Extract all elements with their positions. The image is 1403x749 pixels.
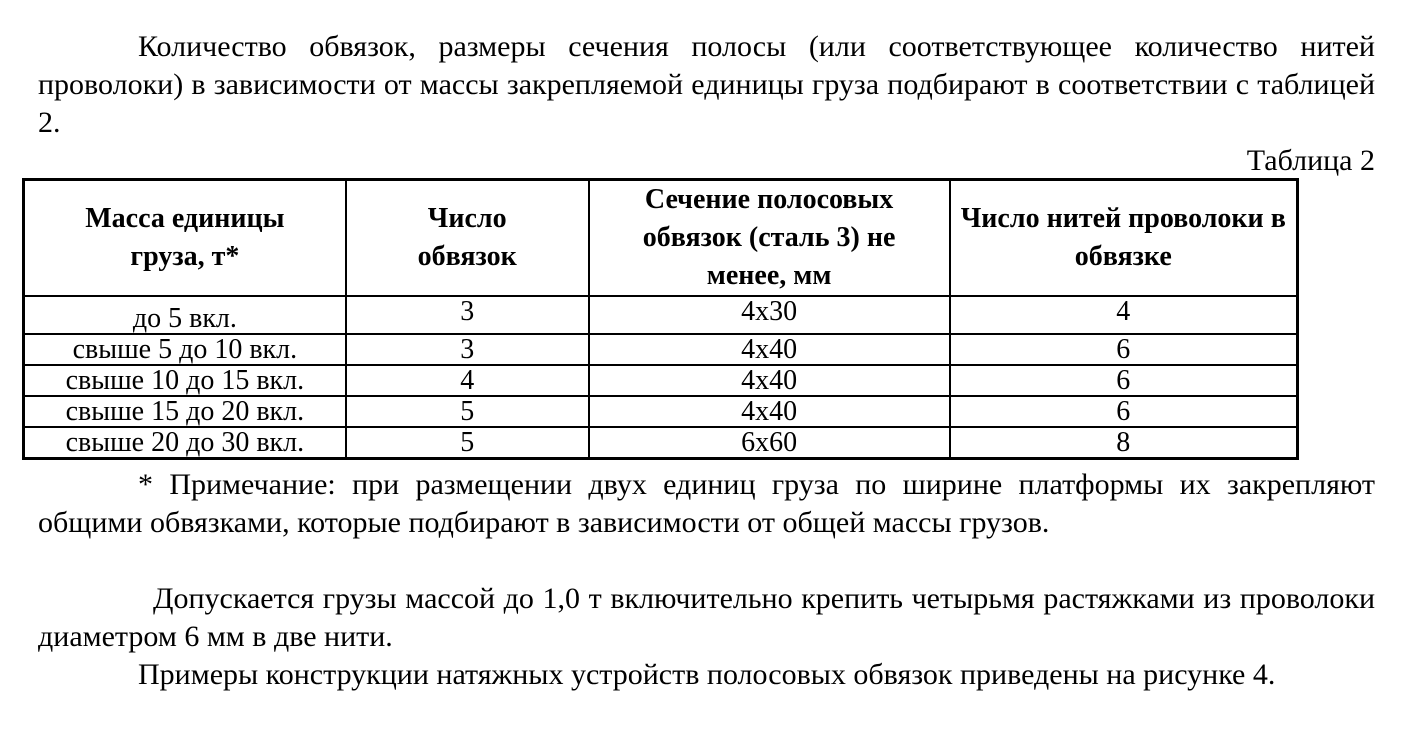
cell-count: 5 xyxy=(346,427,589,459)
table-caption: Таблица 2 xyxy=(1246,144,1375,177)
table-row xyxy=(24,365,1298,396)
intro-paragraph: Количество обвязок, размеры сечения полосы (или соответствующее количество нитей проволоки) в зависимости от массы закрепляемой единицы груза подбирают в соответствии с таблицей 2. xyxy=(38,30,1375,139)
cell-section: 4x30 xyxy=(589,296,950,334)
allowance-paragraph: Допускается грузы массой до 1,0 т включительно крепить четырьмя растяжками из проволоки диаметром 6 мм в две нити. xyxy=(38,582,1375,653)
table-note: * Примечание: при размещении двух единиц груза по ширине платформы их закрепляют общими обвязками, которые подбирают в зависимости от общей массы грузов. xyxy=(38,468,1375,539)
cell-section: 4x40 xyxy=(589,334,950,365)
cell-threads: 8 xyxy=(950,427,1298,459)
cell-section: 6x60 xyxy=(589,427,950,459)
cell-threads: 6 xyxy=(950,334,1298,365)
cell-mass: свыше 15 до 20 вкл. xyxy=(24,396,346,427)
cell-section: 4x40 xyxy=(589,396,950,427)
cell-mass: свыше 10 до 15 вкл. xyxy=(24,365,346,396)
examples-paragraph: Примеры конструкции натяжных устройств полосовых обвязок приведены на рисунке 4. xyxy=(138,658,1276,691)
cell-mass: до 5 вкл. xyxy=(24,296,346,334)
header-threads: Число нитей проволоки в обвязке xyxy=(950,180,1298,297)
table-row xyxy=(24,334,1298,365)
cell-mass: свыше 20 до 30 вкл. xyxy=(24,427,346,459)
cell-threads: 4 xyxy=(950,296,1298,334)
cell-section: 4x40 xyxy=(589,365,950,396)
cell-count: 3 xyxy=(346,296,589,334)
cell-count: 5 xyxy=(346,396,589,427)
header-section: Сечение полосовых обвязок (сталь 3) не менее, мм xyxy=(589,180,950,297)
cell-threads: 6 xyxy=(950,365,1298,396)
cell-threads: 6 xyxy=(950,396,1298,427)
cell-count: 4 xyxy=(346,365,589,396)
binding-table xyxy=(22,178,1299,460)
table-row xyxy=(24,396,1298,427)
cell-mass: свыше 5 до 10 вкл. xyxy=(24,334,346,365)
cell-count: 3 xyxy=(346,334,589,365)
table-row xyxy=(24,296,1298,334)
table-row xyxy=(24,427,1298,459)
header-mass: Масса единицы груза, т* xyxy=(24,180,346,297)
table-header-row xyxy=(24,180,1298,297)
header-count: Число обвязок xyxy=(346,180,589,297)
